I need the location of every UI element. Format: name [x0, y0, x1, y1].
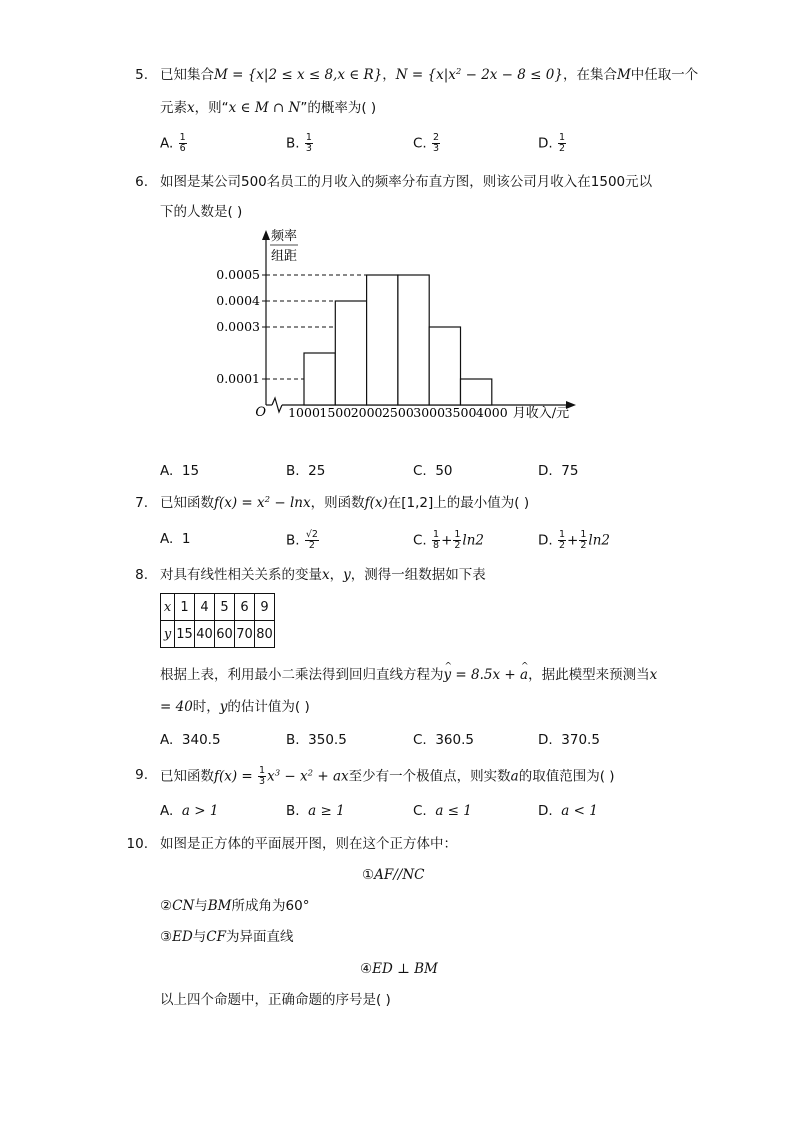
choice-d[interactable]: D. 370.5: [538, 732, 600, 748]
histogram-bar: [367, 275, 398, 405]
choice-d[interactable]: D. 75: [538, 463, 579, 479]
origin-label: O: [255, 405, 266, 420]
y-label-denominator: 组距: [270, 249, 298, 264]
statement-3: ③ED与CF为异面直线: [160, 929, 294, 945]
question-stem-line-3: = 40时，y的估计值为( ): [160, 699, 310, 715]
choice-c[interactable]: C. $\frac{1}{8}$ + $\frac{1}{2}$ ln2: [413, 529, 485, 551]
fraction: $\frac{√2}{2}$: [305, 529, 318, 551]
x-tick-label: 3000: [413, 405, 446, 420]
y-tick-label: 0.0003: [216, 319, 260, 334]
table-header-y: y: [161, 621, 175, 648]
question-stem-line-1: 如图是某公司500名员工的月收入的频率分布直方图，则该公司月收入在1500元以: [160, 174, 653, 190]
y-tick-label: 0.0004: [216, 293, 260, 308]
fraction: $\frac{1}{3}$: [305, 132, 312, 154]
data-table: [160, 593, 275, 648]
x-tick-label: 1500: [319, 405, 352, 420]
choice-b[interactable]: B. $\frac{√2}{2}$: [286, 529, 318, 551]
choice-d[interactable]: D. $\frac{1}{2}$ + $\frac{1}{2}$ ln2: [538, 529, 610, 551]
table-cell: 40: [195, 621, 215, 648]
choice-a[interactable]: A. 15: [160, 463, 200, 479]
table-row-x: [161, 594, 275, 621]
choice-d[interactable]: D. a < 1: [538, 803, 598, 819]
choice-c[interactable]: C. $\frac{2}{3}$: [413, 132, 440, 154]
question-stem: 已知函数f(x) = $\frac{1}{3}$ $x^3 - x^2$ + ax至少有一个极值点，则实数a的取值范围为( ): [160, 765, 615, 787]
table-header-x: x: [161, 594, 175, 621]
choice-b[interactable]: B. a ≥ 1: [286, 803, 345, 819]
histogram-bar: [461, 379, 492, 405]
statement-4: ④ED ⊥ BM: [360, 961, 438, 977]
y-tick-label: 0.0001: [216, 371, 260, 386]
table-cell: 9: [255, 594, 275, 621]
fraction: $\frac{1}{6}$: [179, 132, 186, 154]
fraction: $\frac{1}{2}$: [558, 132, 566, 154]
question-number: 10.: [126, 836, 148, 852]
choice-c[interactable]: C. a ≤ 1: [413, 803, 472, 819]
question-number: 9.: [135, 767, 148, 783]
choice-c[interactable]: C. 50: [413, 463, 453, 479]
fraction: $\frac{1}{2}$: [580, 529, 587, 551]
choice-a[interactable]: A. 1: [160, 531, 191, 547]
y-label-numerator: 频率: [270, 229, 298, 244]
x-tick-label: 3500: [444, 405, 477, 420]
question-number: 5.: [135, 67, 148, 83]
question-stem-line-1: 对具有线性相关关系的变量x，y，测得一组数据如下表: [160, 567, 486, 583]
choice-c[interactable]: C. 360.5: [413, 732, 474, 748]
question-stem-line-2: 下的人数是( ): [160, 204, 243, 220]
histogram-bar: [398, 275, 429, 405]
histogram-bar: [335, 301, 366, 405]
question-stem-line-2: 根据上表，利用最小二乘法得到回归直线方程为^ y = 8.5x + ^ a，据此模型来预测当x: [160, 666, 657, 684]
choice-b[interactable]: B. 25: [286, 463, 326, 479]
question-number: 6.: [135, 174, 148, 190]
fraction: $\frac{1}{2}$: [454, 529, 461, 551]
question-number: 7.: [135, 495, 148, 511]
fraction: $\frac{1}{2}$: [558, 529, 566, 551]
table-cell: 5: [215, 594, 235, 621]
statement-2: ②CN与BM所成角为60°: [160, 898, 310, 914]
choice-b[interactable]: B. 350.5: [286, 732, 347, 748]
choice-b[interactable]: B. $\frac{1}{3}$: [286, 132, 312, 154]
table-cell: 6: [235, 594, 255, 621]
question-stem: 如图是正方体的平面展开图，则在这个正方体中：: [160, 836, 457, 852]
axis-break-icon: [272, 398, 282, 412]
table-cell: 1: [175, 594, 195, 621]
histogram-bar: [429, 327, 460, 405]
table-cell: 80: [255, 621, 275, 648]
table-cell: 15: [175, 621, 195, 648]
fraction: $\frac{2}{3}$: [433, 132, 440, 154]
question-stem-line-1: 已知集合M = {x|2 ≤ x ≤ 8,x ∈ R}，$N = \{x|x^2 - 2x - 8 \le 0\}$，在集合M中任取一个: [160, 67, 699, 83]
x-tick-label: 2000: [350, 405, 383, 420]
question-stem: 已知函数$f(x) = x^2 - \ln x$，则函数f(x)在[1,2]上的最小值为( ): [160, 495, 530, 511]
histogram-bar: [304, 353, 335, 405]
choice-a[interactable]: A. $\frac{1}{6}$: [160, 132, 186, 154]
y-tick-label: 0.0005: [216, 267, 260, 282]
fraction: $\frac{1}{8}$: [433, 529, 440, 551]
table-row-y: [161, 621, 275, 648]
x-tick-label: 1000: [288, 405, 320, 420]
y-axis-arrow-icon: [262, 230, 270, 240]
choice-a[interactable]: A. 340.5: [160, 732, 221, 748]
table-cell: 60: [215, 621, 235, 648]
x-tick-label: 4000: [475, 405, 508, 420]
choice-d[interactable]: D. $\frac{1}{2}$: [538, 132, 566, 154]
fraction: $\frac{1}{3}$: [259, 765, 266, 787]
x-tick-label: 2500: [381, 405, 414, 420]
table-cell: 70: [235, 621, 255, 648]
question-prompt: 以上四个命题中，正确命题的序号是( ): [160, 992, 391, 1008]
statement-1: ①AF//NC: [362, 867, 425, 883]
table-cell: 4: [195, 594, 215, 621]
question-number: 8.: [135, 567, 148, 583]
question-stem-line-2: 元素x，则“x ∈ M ∩ N”的概率为( ): [160, 100, 377, 116]
x-axis-label: 月收入/元: [512, 406, 570, 421]
choice-a[interactable]: A. a > 1: [160, 803, 219, 819]
frequency-histogram: [0, 222, 794, 432]
